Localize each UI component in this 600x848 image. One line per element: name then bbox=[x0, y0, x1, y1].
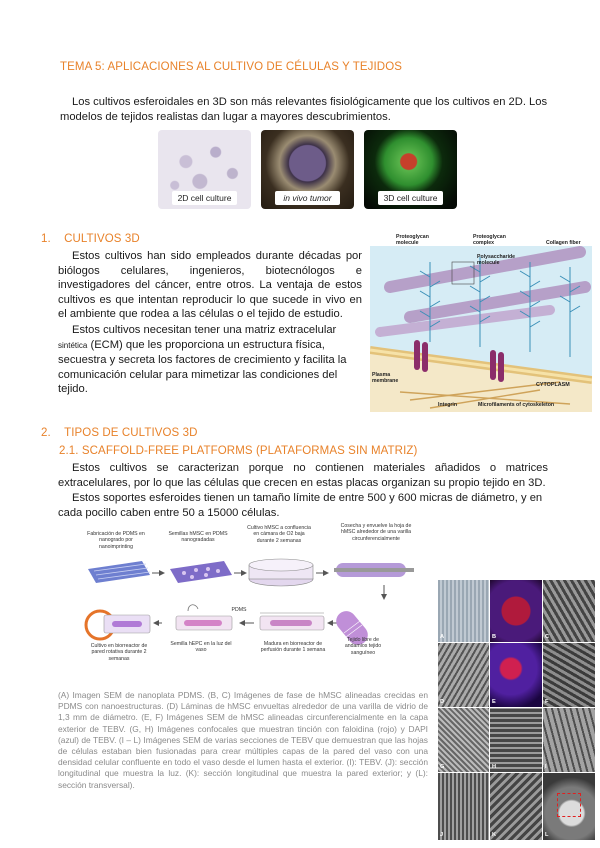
image-in-vivo-label bbox=[275, 191, 340, 205]
process-step8-label: Tejido libre de andamios tejido sanguíneo bbox=[344, 637, 382, 656]
image-2d-culture bbox=[158, 130, 251, 209]
ecm-label-microfilaments: Microfilaments of cytoskeleton bbox=[478, 402, 555, 408]
microscopy-grid bbox=[438, 580, 595, 840]
image-3d-culture bbox=[364, 130, 457, 209]
ecm-label-plasma-membrane: Plasma membrane bbox=[372, 372, 399, 384]
ecm-label-proteoglycan-complex: Proteoglycan complex bbox=[473, 234, 506, 246]
process-step4-label: Cosecha y envuelve la hoja de hMSC alrededor de una varilla circunferencialmente bbox=[340, 523, 412, 542]
micro-panel-k-letter: K bbox=[492, 832, 497, 838]
micro-panel-f bbox=[543, 643, 595, 707]
micro-panel-b bbox=[490, 580, 542, 642]
section1-paragraph2 bbox=[58, 323, 362, 397]
page-title: TEMA 5: APLICACIONES AL CULTIVO DE CÉLULAS Y TEJIDOS bbox=[60, 61, 403, 73]
figure-caption bbox=[58, 690, 428, 791]
section1-paragraph2-a: Estos cultivos necesitan tener una matriz extracelular bbox=[72, 324, 337, 336]
section2-heading bbox=[41, 427, 341, 439]
micro-panel-d bbox=[438, 643, 489, 707]
process-step6-label: Semilla hEPC en la luz del vaso bbox=[170, 641, 232, 654]
intro-text: Los cultivos esferoidales en 3D son más relevantes fisiológicamente que los cultivos en 2D. Los modelos de tejidos realistas dan lugar a mayores descubrimientos. bbox=[60, 96, 548, 123]
section2-paragraph1 bbox=[58, 461, 548, 490]
section2-paragraph1-text: Estos cultivos se caracterizan porque no contienen materiales añadidos o matrices extracelulares, por lo que las células que crecen en estas placas organizan su propio tejido en 3D. bbox=[58, 462, 548, 489]
process-step7-label: Madura en biorreactor de perfusión durante 1 semana bbox=[260, 641, 326, 654]
section1-heading bbox=[41, 233, 341, 245]
ecm-label-cytoplasm: CYTOPLASM bbox=[536, 382, 570, 388]
nano-plate-1 bbox=[88, 561, 150, 583]
micro-panel-g bbox=[438, 708, 489, 772]
section1-title: CULTIVOS 3D bbox=[64, 233, 140, 245]
micro-panel-b-letter: B bbox=[492, 634, 497, 640]
micro-panel-d-letter: D bbox=[440, 699, 445, 705]
micro-panel-i bbox=[543, 708, 595, 772]
process-step2-label: Semillas hMSC en PDMS nanogradadas bbox=[168, 531, 228, 544]
process-figure bbox=[84, 523, 424, 668]
process-step3-label: Cultivo hMSC a confluencia en cámara de O2 baja durante 2 semanas bbox=[247, 525, 311, 544]
micro-panel-j-letter: J bbox=[440, 832, 444, 838]
section1-paragraph2-small: sintética bbox=[58, 340, 88, 350]
image-in-vivo-tumor bbox=[261, 130, 354, 209]
micro-panel-g-letter: G bbox=[440, 764, 445, 770]
micro-panel-k bbox=[490, 773, 542, 840]
section2-number: 2. bbox=[41, 427, 51, 439]
process-step1-label: Fabricación de PDMS en nanogrado por nanoimprinting bbox=[87, 531, 145, 550]
micro-panel-j bbox=[438, 773, 489, 840]
micro-panel-l-highlight bbox=[557, 793, 581, 817]
image-3d-label: 3D cell culture bbox=[378, 191, 443, 205]
ecm-label-proteoglycan-molecule: Proteoglycan molecule bbox=[396, 234, 429, 246]
section2-title: TIPOS DE CULTIVOS 3D bbox=[64, 427, 198, 439]
image-2d-label: 2D cell culture bbox=[172, 191, 237, 205]
micro-panel-l bbox=[543, 773, 595, 840]
micro-panel-i-letter: I bbox=[545, 764, 547, 770]
section1-paragraph1 bbox=[58, 249, 362, 322]
figure-caption-text: (A) Imagen SEM de nanoplata PDMS. (B, C) Imágenes de fase de hMSC alineadas crecidas en PDMS con nanoestructuras. (D) Láminas de hMSC envueltas alrededor de una varilla de vidrio de 1,3 mm de diámetro. (E, F) Imágenes SEM de hMSC alineadas circunferencialmente en la capa exterior de TEBV. (G, H) Imágenes confocales que muestran tinción con faloidina (rojo) y DAPI (azul) de TEBV. (I – L) Imágenes SEM de varias secciones de TEBV que demuestran que las hojas de células estaban bien fusionadas para crear múltiples capas de la pared del vaso con una densidad celular confluente en todo el vaso desde el lumen hasta el exterior. (I): TEBV. (J): sección longitudinal que muestra la luz. (K): sección longitudinal que muestra la pared exterior; y (L): sección transversal). bbox=[58, 690, 428, 790]
ecm-label-collagen-fiber: Collagen fiber bbox=[546, 240, 581, 246]
process-nano-label: PDMS bbox=[231, 607, 247, 613]
image-in-vivo-label-text: in vivo tumor bbox=[283, 193, 332, 203]
section1-paragraph2-b: (ECM) que les proporciona un estructura física, secuestra y secreta los factores de crecimiento y facilita la comunicación celular para mimetizar las condiciones del tejido. bbox=[58, 338, 347, 396]
section2-paragraph2-text: Estos soportes esferoides tienen un tamaño límite de entre 500 y 600 micras de diámetro, y en cada pocillo caben entre 50 a 15000 células. bbox=[58, 492, 543, 519]
ecm-label-polysaccharide-molecule: Polysaccharide molecule bbox=[477, 254, 516, 266]
micro-panel-e bbox=[490, 643, 542, 707]
micro-panel-l-letter: L bbox=[545, 832, 549, 838]
micro-panel-a-letter: A bbox=[440, 634, 445, 640]
ecm-figure bbox=[370, 232, 592, 412]
micro-panel-h bbox=[490, 708, 542, 772]
micro-panel-c bbox=[543, 580, 595, 642]
section2-paragraph2 bbox=[58, 491, 548, 520]
micro-panel-a bbox=[438, 580, 489, 642]
micro-panel-f-letter: F bbox=[545, 699, 549, 705]
micro-panel-e-letter: E bbox=[492, 699, 496, 705]
micro-panel-c-letter: C bbox=[545, 634, 550, 640]
micro-panel-h-letter: H bbox=[492, 764, 497, 770]
section2-subheading: 2.1. SCAFFOLD-FREE PLATFORMS (PLATAFORMAS SIN MATRIZ) bbox=[59, 445, 418, 457]
ecm-label-integrin: Integrin bbox=[438, 402, 458, 408]
process-step5-label: Cultivo en biorreactor de pared rotativa durante 2 semanas bbox=[90, 643, 148, 662]
section1-paragraph1-text: Estos cultivos han sido empleados durante décadas por biólogos celulares, ingenieros, biotecnólogos e investigadores del cáncer, entre otros. La ventaja de estos cultivos es que intentan reproducir lo que sucede in vivo en el ambiente que rodea a las células o el tejido de estudio. bbox=[58, 250, 362, 321]
intro-paragraph bbox=[60, 95, 550, 124]
section1-number: 1. bbox=[41, 233, 51, 245]
